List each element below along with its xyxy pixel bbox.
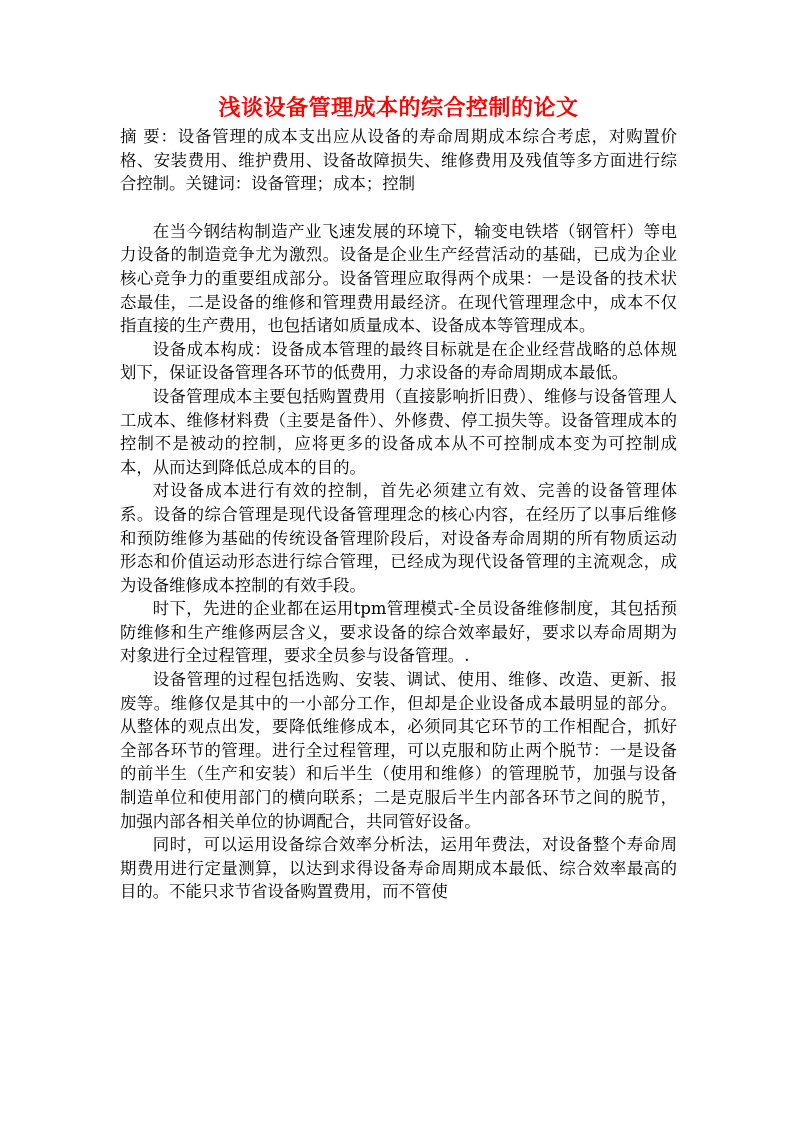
paragraph-2: 设备成本构成：设备成本管理的最终目标就是在企业经营战略的总体规划下，保证设备管理各环节的低费用，力求设备的寿命周期成本最低。 xyxy=(120,339,677,383)
paragraph-3: 设备管理成本主要包括购置费用（直接影响折旧费）、维修与设备管理人工成本、维修材料费（主要是备件）、外修费、停工损失等。设备管理成本的控制不是被动的控制，应将更多的设备成本从不可控制成本变为可控制成本，从而达到降低总成本的目的。 xyxy=(120,386,677,477)
abstract xyxy=(120,125,677,196)
paragraph-5: 时下，先进的企业都在运用tpm管理模式-全员设备维修制度，其包括预防维修和生产维修两层含义，要求设备的综合效率最好，要求以寿命周期为对象进行全过程管理，要求全员参与设备管理。. xyxy=(120,599,677,666)
paragraph-7: 同时，可以运用设备综合效率分析法，运用年费法，对设备整个寿命周期费用进行定量测算，以达到求得设备寿命周期成本最低、综合效率最高的目的。不能只求节省设备购置费用，而不管使 xyxy=(120,835,677,902)
abstract-label: 摘 要： xyxy=(120,127,178,146)
section-spacer xyxy=(120,196,677,220)
paragraph-1: 在当今钢结构制造产业飞速发展的环境下，输变电铁塔（钢管杆）等电力设备的制造竞争尤为激烈。设备是企业生产经营活动的基础，已成为企业核心竞争力的重要组成部分。设备管理应取得两个成果：一是设备的技术状态最佳，二是设备的维修和管理费用最经济。在现代管理理念中，成本不仅指直接的生产费用，也包括诸如质量成本、设备成本等管理成本。 xyxy=(120,221,677,336)
abstract-text: 设备管理的成本支出应从设备的寿命周期成本综合考虑，对购置价格、安装费用、维护费用、设备故障损失、维修费用及残值等多方面进行综合控制。关键词：设备管理；成本；控制 xyxy=(120,127,677,194)
document-page xyxy=(120,92,677,904)
paragraph-6: 设备管理的过程包括选购、安装、调试、使用、维修、改造、更新、报废等。维修仅是其中的一小部分工作，但却是企业设备成本最明显的部分。从整体的观点出发，要降低维修成本，必须同其它环节的工作相配合，抓好全部各环节的管理。进行全过程管理，可以克服和防止两个脱节：一是设备的前半生（生产和安装）和后半生（使用和维修）的管理脱节，加强与设备制造单位和使用部门的横向联系；二是克服后半生内部各环节之间的脱节，加强内部各相关单位的协调配合，共同管好设备。 xyxy=(120,670,677,831)
document-title: 浅谈设备管理成本的综合控制的论文 xyxy=(218,95,579,121)
paragraph-4: 对设备成本进行有效的控制，首先必须建立有效、完善的设备管理体系。设备的综合管理是现代设备管理理念的核心内容，在经历了以事后维修和预防维修为基础的传统设备管理阶段后，对设备寿命周期的所有物质运动形态和价值运动形态进行综合管理，已经成为现代设备管理的主流观念，成为设备维修成本控制的有效手段。 xyxy=(120,481,677,595)
